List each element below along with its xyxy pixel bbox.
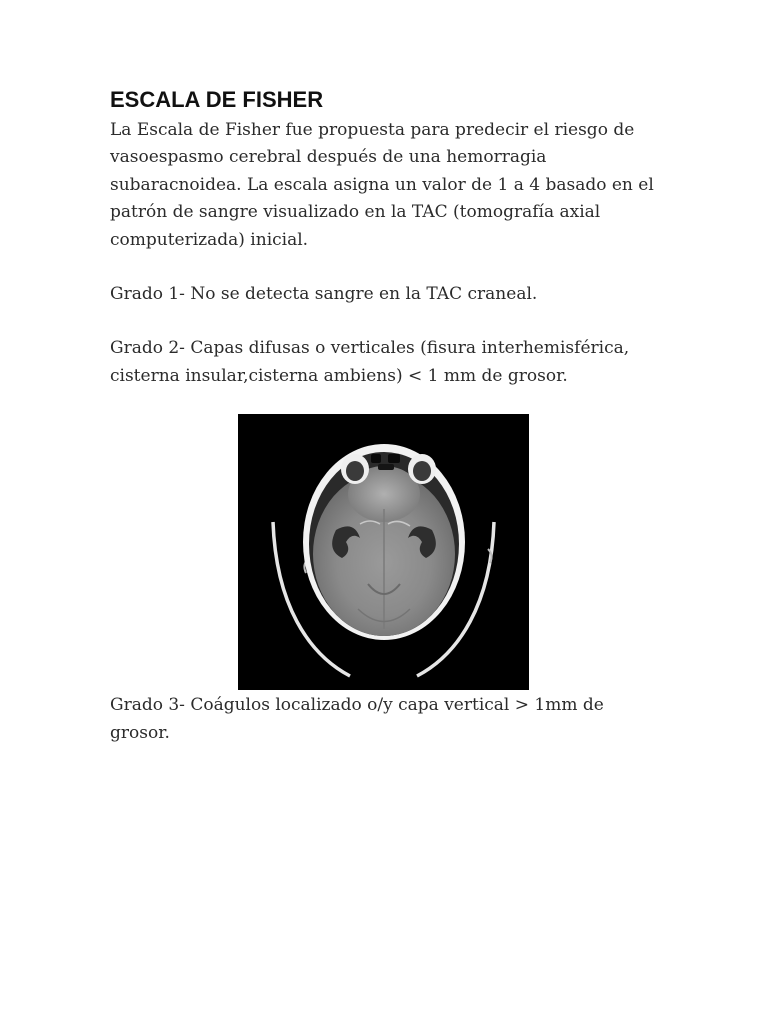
intro-paragraph: La Escala de Fisher fue propuesta para predecir el riesgo de vasoespasmo cerebral después de una hemorragia subaracnoidea. La escala asigna un valor de 1 a 4 basado en el patrón de sangre visualizado en la TAC (tomografía axial computerizada) inicial. [110, 120, 654, 250]
document-page [110, 86, 655, 747]
ct-scan-image [238, 414, 529, 690]
grade-2-paragraph: Grado 2- Capas difusas o verticales (fisura interhemisférica, cisterna insular,cisterna ambiens) < 1 mm de grosor. [110, 338, 630, 386]
grade-3-paragraph: Grado 3- Coágulos localizado o/y capa vertical > 1mm de grosor. [110, 695, 604, 743]
document-title: ESCALA DE FISHER [110, 87, 324, 112]
grade-1-paragraph: Grado 1- No se detecta sangre en la TAC craneal. [110, 284, 538, 305]
